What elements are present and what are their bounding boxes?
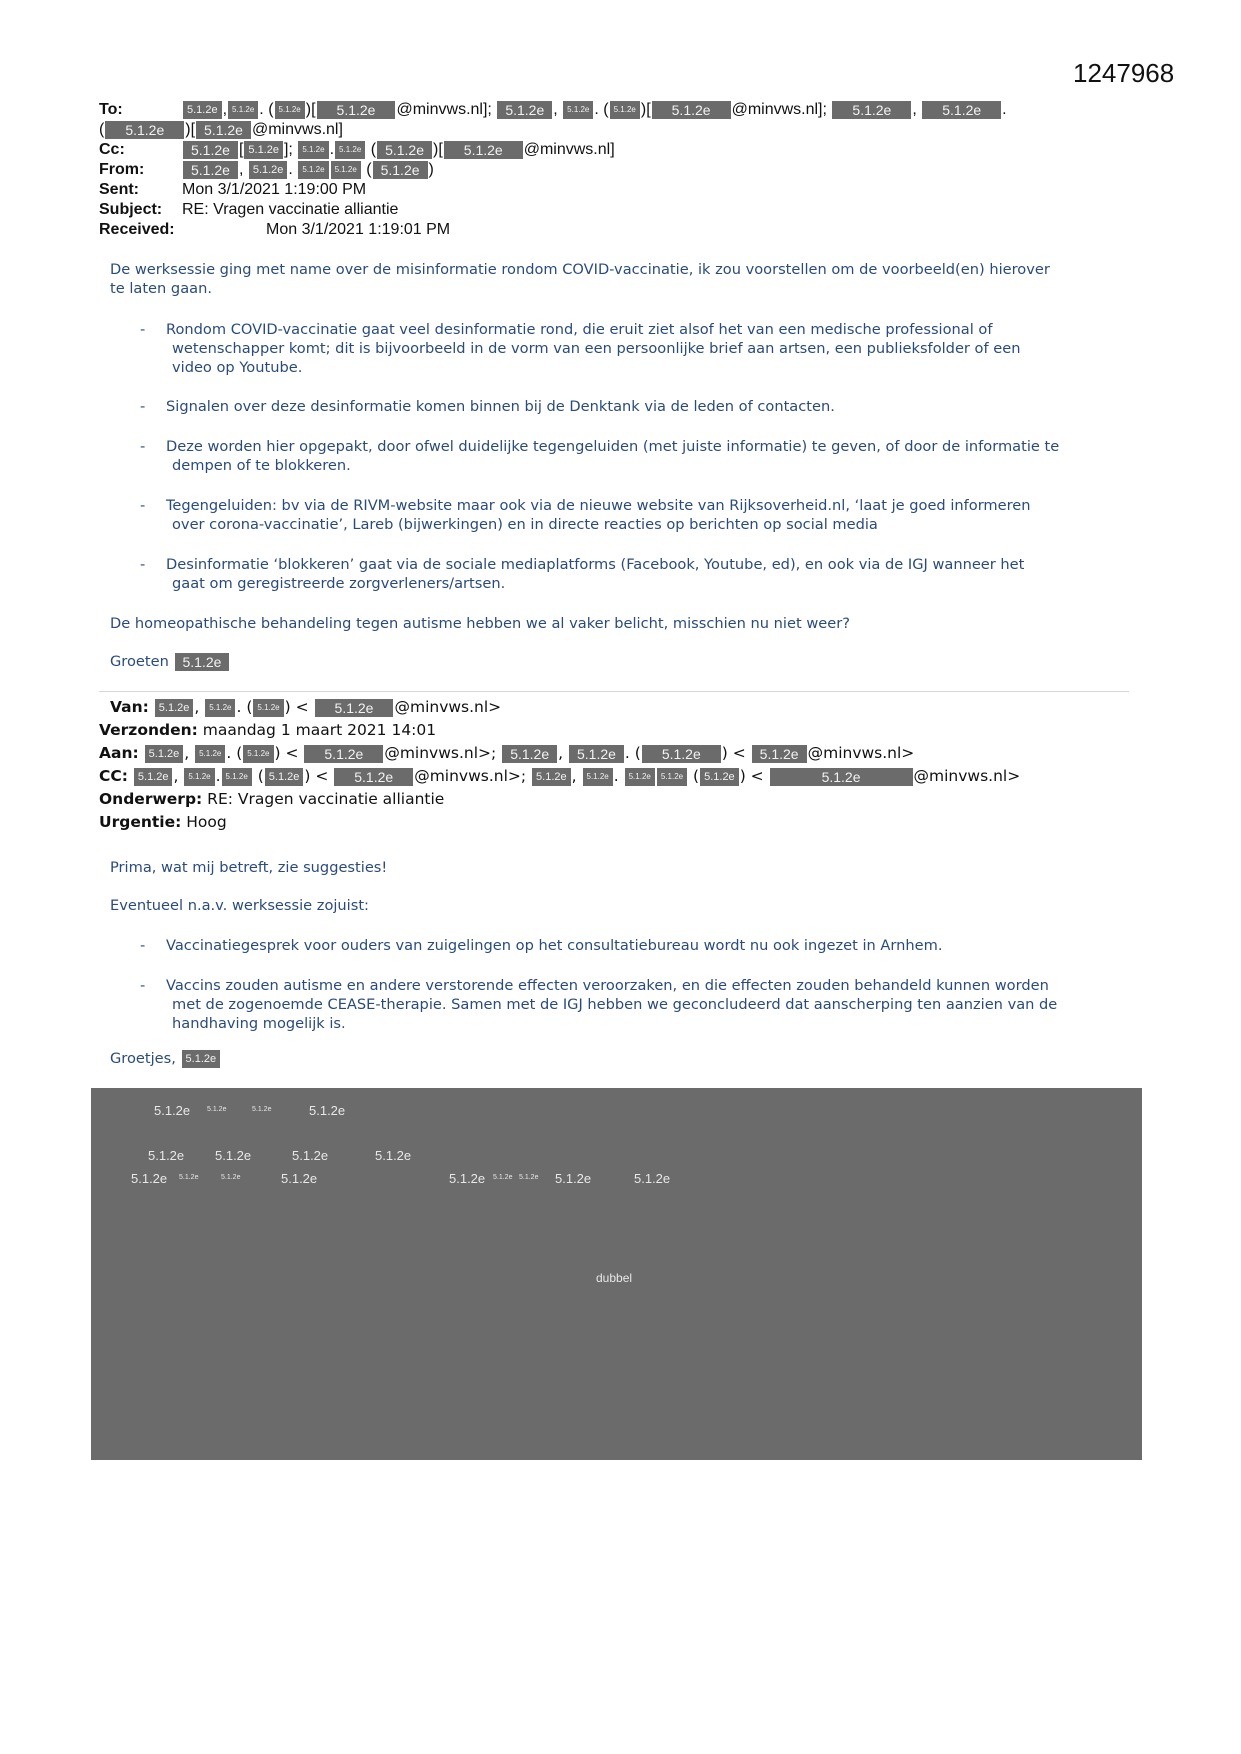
redaction: 5.1.2e: [105, 121, 184, 139]
email-domain: @minvws.nl]: [523, 141, 615, 158]
email1-intro: [110, 260, 1140, 298]
text-line: gaat om geregistreerde zorgverleners/artsen.: [172, 575, 506, 592]
redaction: 5.1.2e: [331, 161, 361, 179]
separator-line: [99, 691, 1129, 692]
document-number: 1247968: [1073, 58, 1175, 88]
text-line: Rondom COVID-vaccinatie gaat veel desinformatie rond, die eruit ziet alsof het van een medische professional of: [166, 321, 993, 338]
redaction: 5.1.2e: [154, 1103, 191, 1118]
redaction: 5.1.2e: [281, 1171, 318, 1186]
redaction: 5.1.2e: [555, 1171, 592, 1186]
redaction: 5.1.2e: [155, 699, 194, 717]
text-line: Desinformatie ‘blokkeren’ gaat via de sociale mediaplatforms (Facebook, Youtube, ed), en ook via de IGJ wanneer het: [166, 556, 1025, 573]
subject-label: Onderwerp:: [99, 790, 203, 808]
redaction: 5.1.2e: [298, 141, 328, 159]
redaction: 5.1.2e: [317, 101, 396, 119]
redaction: 5.1.2e: [179, 1174, 199, 1181]
redaction: 5.1.2e: [563, 101, 593, 119]
email-domain: @minvws.nl>: [807, 744, 915, 762]
received-label: Received:: [99, 221, 175, 238]
text-line: video op Youtube.: [172, 359, 303, 376]
redaction: 5.1.2e: [642, 745, 721, 763]
email1-closing: De homeopathische behandeling tegen autisme hebben we al vaker belicht, misschien nu niet weer?: [110, 615, 850, 632]
redaction: 5.1.2e: [770, 768, 913, 786]
email2-sent-row: [99, 720, 436, 740]
subject-label: Subject:: [99, 201, 163, 218]
redaction: 5.1.2e: [182, 1050, 221, 1068]
redaction: 5.1.2e: [298, 161, 328, 179]
redaction: 5.1.2e: [253, 699, 283, 717]
redaction: 5.1.2e: [249, 161, 288, 179]
bullet-dash: -: [140, 497, 146, 514]
redaction: 5.1.2e: [315, 699, 394, 717]
redaction: 5.1.2e: [449, 1171, 486, 1186]
redaction: 5.1.2e: [583, 768, 613, 786]
redaction: 5.1.2e: [334, 768, 413, 786]
redaction: 5.1.2e: [175, 653, 230, 671]
sent-label: Sent:: [99, 181, 139, 198]
redaction: 5.1.2e: [634, 1171, 671, 1186]
redaction: 5.1.2e: [532, 768, 571, 786]
text-line: De werksessie ging met name over de misinformatie rondom COVID-vaccinatie, ik zou voorstellen om de voorbeeld(en) hierover: [110, 261, 1050, 278]
redaction: 5.1.2e: [335, 141, 365, 159]
redaction: 5.1.2e: [377, 141, 432, 159]
redaction: 5.1.2e: [519, 1174, 539, 1181]
redaction: 5.1.2e: [292, 1148, 329, 1163]
text-line: Tegengeluiden: bv via de RIVM-website maar ook via de nieuwe website van Rijksoverheid.nl, ‘laat je goed informeren: [166, 497, 1031, 514]
text-line: met de zogenoemde CEASE-therapie. Samen met de IGJ hebben we geconcludeerd dat aanscherping ten aanzien van de: [172, 996, 1058, 1013]
email2-subject-row: [99, 789, 444, 809]
redaction: 5.1.2e: [265, 768, 304, 786]
redaction: 5.1.2e: [657, 768, 687, 786]
redaction: 5.1.2e: [252, 1106, 272, 1113]
redaction: 5.1.2e: [652, 101, 731, 119]
redaction: 5.1.2e: [243, 745, 273, 763]
redaction: 5.1.2e: [502, 745, 557, 763]
redaction: 5.1.2e: [183, 141, 238, 159]
redaction: 5.1.2e: [221, 1174, 241, 1181]
redaction: 5.1.2e: [569, 745, 624, 763]
email-domain: @minvws.nl];: [396, 101, 492, 118]
redaction: 5.1.2e: [207, 1106, 227, 1113]
email-domain: @minvws.nl>;: [384, 744, 497, 762]
redaction: 5.1.2e: [228, 101, 258, 119]
redaction: 5.1.2e: [373, 161, 428, 179]
from-label: From:: [99, 161, 145, 178]
redaction: 5.1.2e: [832, 101, 911, 119]
received-value: Mon 3/1/2021 1:19:01 PM: [266, 221, 451, 238]
email-domain: @minvws.nl];: [731, 101, 827, 118]
text-line: Deze worden hier opgepakt, door ofwel duidelijke tegengeluiden (met juiste informatie) te geven, of door de informatie te: [166, 438, 1060, 455]
redaction: 5.1.2e: [275, 101, 305, 119]
redaction: 5.1.2e: [183, 101, 222, 119]
redaction: 5.1.2e: [922, 101, 1001, 119]
redaction: 5.1.2e: [196, 121, 251, 139]
redaction: 5.1.2e: [134, 768, 173, 786]
redaction: 5.1.2e: [131, 1171, 168, 1186]
redacted-signature-block: [91, 1088, 1142, 1460]
redaction: 5.1.2e: [215, 1148, 252, 1163]
text-line: Signalen over deze desinformatie komen binnen bij de Denktank via de leden of contacten.: [166, 398, 835, 415]
email2-urgency-row: [99, 812, 227, 832]
redaction: 5.1.2e: [304, 745, 383, 763]
redaction: 5.1.2e: [752, 745, 807, 763]
redaction: 5.1.2e: [184, 768, 214, 786]
redaction: 5.1.2e: [493, 1174, 513, 1181]
to-label: To:: [99, 101, 123, 118]
text-line: over corona-vaccinatie’, Lareb (bijwerkingen) en in directe reacties op berichten op social media: [172, 516, 878, 533]
sent-value: Mon 3/1/2021 1:19:00 PM: [182, 181, 367, 198]
redaction: 5.1.2e: [205, 699, 235, 717]
greeting-text: Groeten: [110, 653, 169, 670]
redaction: 5.1.2e: [309, 1103, 346, 1118]
cc-label: CC:: [99, 767, 128, 785]
urgency-value: Hoog: [186, 813, 227, 831]
text-line: Vaccins zouden autisme en andere verstorende effecten veroorzaken, en die effecten zouden behandeld kunnen worden: [166, 977, 1049, 994]
text-line: Vaccinatiegesprek voor ouders van zuigelingen op het consultatiebureau wordt nu ook ingezet in Arnhem.: [166, 937, 943, 954]
sent-value: maandag 1 maart 2021 14:01: [202, 721, 437, 739]
from-label: Van:: [110, 698, 149, 716]
redaction: 5.1.2e: [244, 141, 283, 159]
email2-cc-row: CC: 5.1.2e , 5.1.2e . 5.1.2e ( 5.1.2e ) < 5.1.2e @minvws.nl>; 5.1.2e , 5.1.2e . 5.1.2e 5.1.2e ( 5.1.2e ) < 5.1.2e @minvws.nl>: [99, 767, 1021, 785]
text-line: te laten gaan.: [110, 280, 212, 297]
email-domain: @minvws.nl>: [913, 767, 1021, 785]
redaction: 5.1.2e: [183, 161, 238, 179]
to-label: Aan:: [99, 744, 139, 762]
redaction: 5.1.2e: [610, 101, 640, 119]
email-domain: @minvws.nl]: [251, 121, 343, 138]
bullet-dash: -: [140, 398, 146, 415]
bullet-dash: -: [140, 556, 146, 573]
email1-greeting: [110, 652, 1140, 671]
sent-label: Verzonden:: [99, 721, 198, 739]
redaction: 5.1.2e: [195, 745, 225, 763]
email2-greeting: [110, 1049, 1140, 1068]
email2-from-row: Van: 5.1.2e , 5.1.2e . ( 5.1.2e ) < 5.1.2e @minvws.nl>: [110, 698, 502, 716]
subject-value: RE: Vragen vaccinatie alliantie: [182, 201, 399, 218]
redaction: 5.1.2e: [497, 101, 552, 119]
bullet-dash: -: [140, 438, 146, 455]
urgency-label: Urgentie:: [99, 813, 182, 831]
bullet-dash: -: [140, 977, 146, 994]
email2-intro: Prima, wat mij betreft, zie suggesties!: [110, 859, 388, 876]
cc-label: Cc:: [99, 141, 125, 158]
bullet-dash: -: [140, 321, 146, 338]
text-line: dempen of te blokkeren.: [172, 457, 351, 474]
subject-value: RE: Vragen vaccinatie alliantie: [207, 790, 445, 808]
redaction: 5.1.2e: [444, 141, 523, 159]
greeting-text: Groetjes,: [110, 1050, 176, 1067]
redaction: 5.1.2e: [700, 768, 739, 786]
text-line: wetenschapper komt; dit is bijvoorbeeld in de vorm van een persoonlijke brief aan artsen, een publieksfolder of een: [172, 340, 1021, 357]
email-domain: @minvws.nl>: [394, 698, 502, 716]
redaction: 5.1.2e: [375, 1148, 412, 1163]
redaction: 5.1.2e: [145, 745, 184, 763]
redaction: 5.1.2e: [222, 768, 252, 786]
email2-lead: Eventueel n.a.v. werksessie zojuist:: [110, 897, 369, 914]
text-line: handhaving mogelijk is.: [172, 1015, 346, 1032]
email2-to-row: Aan: 5.1.2e , 5.1.2e . ( 5.1.2e ) < 5.1.2e @minvws.nl>; 5.1.2e , 5.1.2e . ( 5.1.2e ) < 5.1.2e @minvws.nl>: [99, 744, 915, 762]
redaction: 5.1.2e: [148, 1148, 185, 1163]
bullet-dash: -: [140, 937, 146, 954]
redaction-reason-label: dubbel: [596, 1271, 633, 1285]
redaction: 5.1.2e: [625, 768, 655, 786]
email-domain: @minvws.nl>;: [414, 767, 527, 785]
